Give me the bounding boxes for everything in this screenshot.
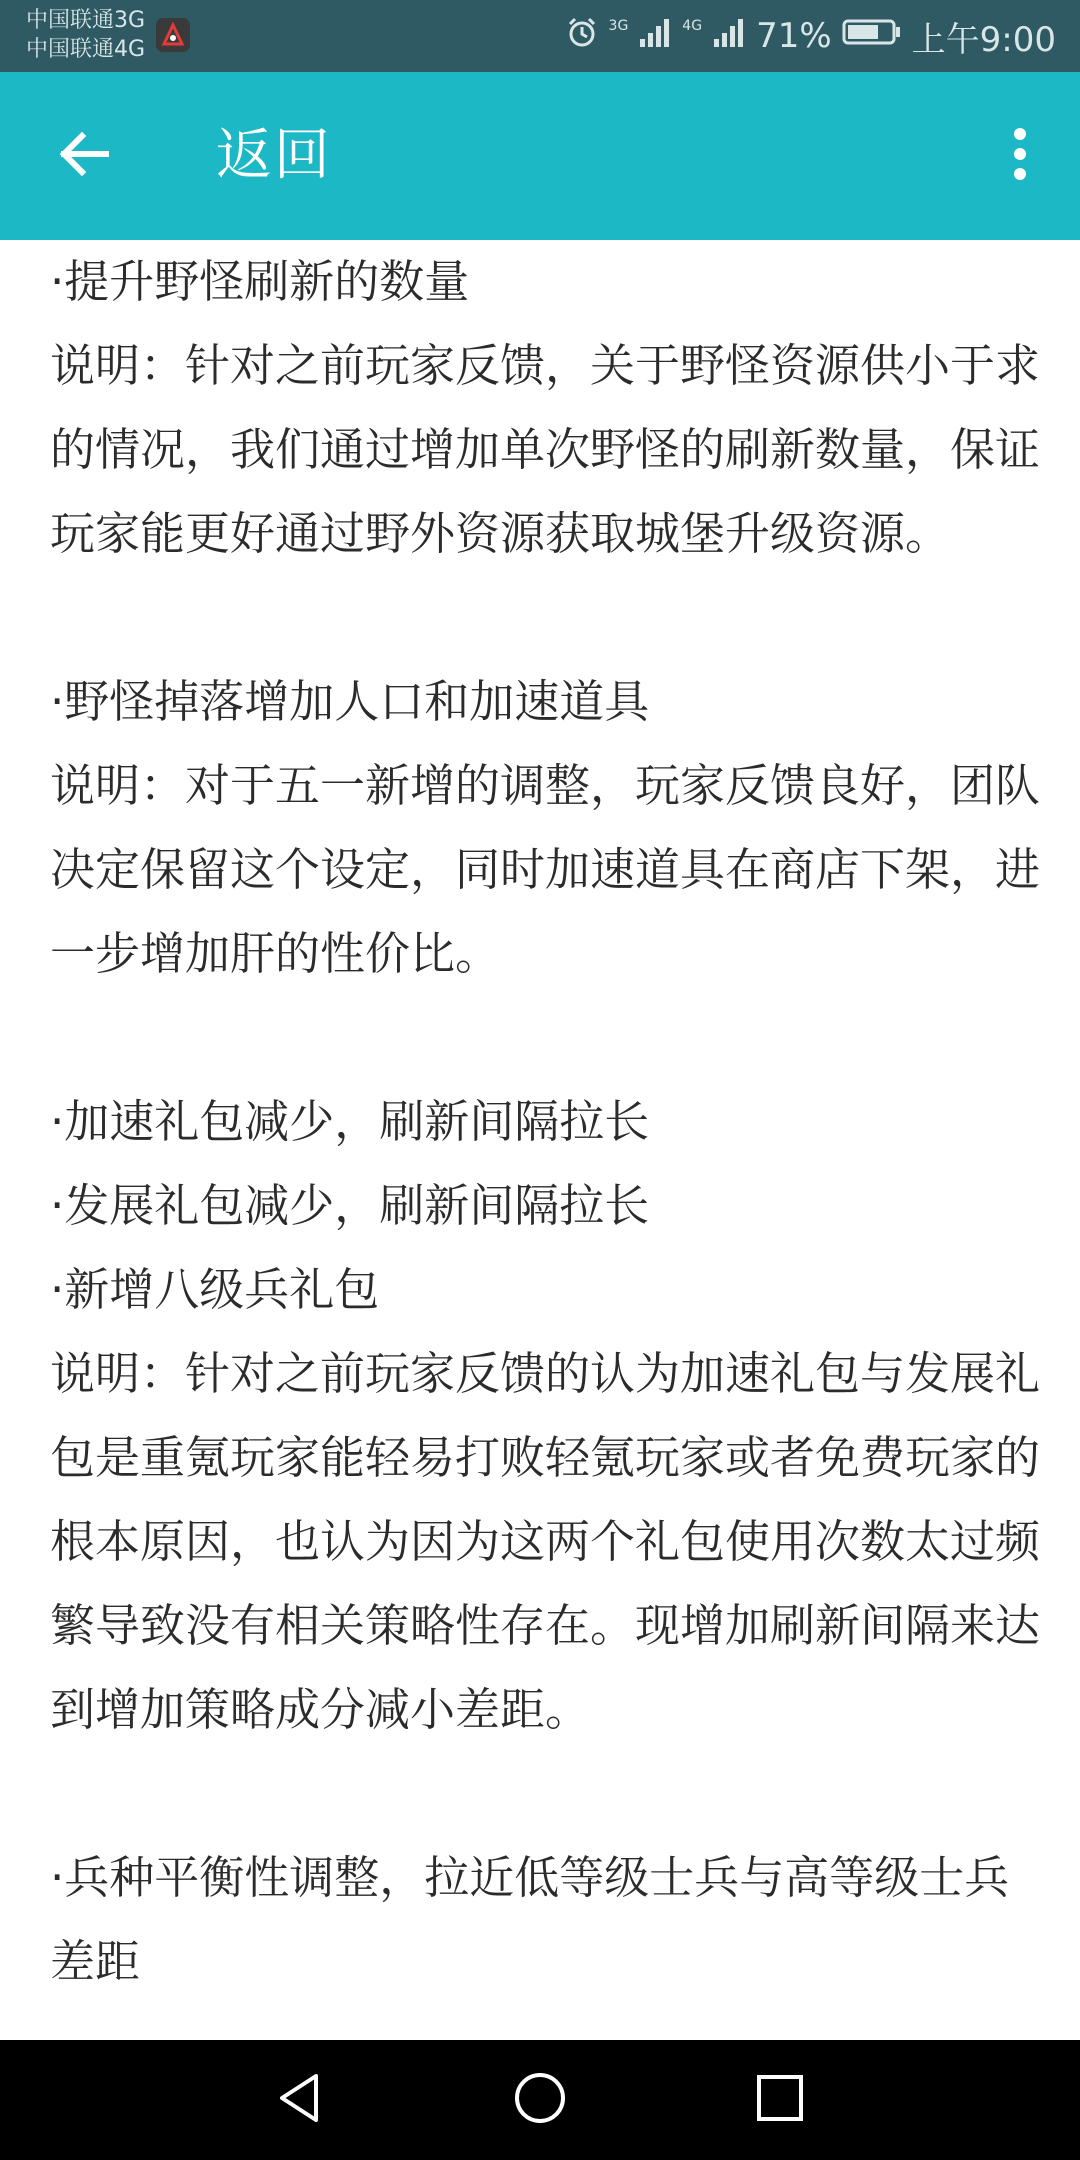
paragraph-spacer [50, 996, 1050, 1080]
paragraph-spacer [50, 1752, 1050, 1836]
status-indicators [565, 0, 1056, 72]
more-vertical-icon [1010, 126, 1030, 186]
paragraph-spacer [50, 576, 1050, 660]
carrier-1-label: 中国联通3G [26, 8, 146, 33]
battery-percent: 71% [756, 16, 832, 56]
page-title: 返回 [216, 123, 332, 188]
section-heading: ·新增八级兵礼包 [50, 1263, 380, 1316]
section-description: 说明：对于五一新增的调整，玩家反馈良好，团队决定保留这个设定，同时加速道具在商店下架，进一步增加肝的性价比。 [50, 759, 1041, 980]
nav-back-button[interactable] [260, 2060, 340, 2140]
section-description: 说明：针对之前玩家反馈，关于野怪资源供小于求的情况，我们通过增加单次野怪的刷新数量，保证玩家能更好通过野外资源获取城堡升级资源。 [50, 339, 1041, 560]
carrier-2-label: 中国联通4G [26, 37, 146, 62]
clock: 上午9:00 [911, 19, 1056, 60]
section-heading: ·发展礼包减少，刷新间隔拉长 [50, 1179, 650, 1232]
app-notification-icon [156, 18, 190, 52]
system-navigation-bar [0, 2040, 1080, 2160]
alarm-icon [565, 15, 599, 58]
network-3g-label: 3G [608, 18, 629, 34]
section-heading: ·加速礼包减少，刷新间隔拉长 [50, 1095, 650, 1148]
nav-recents-button[interactable] [740, 2060, 820, 2140]
section-heading: ·野怪掉落增加人口和加速道具 [50, 675, 650, 728]
back-button[interactable] [42, 114, 126, 198]
nav-home-button[interactable] [500, 2060, 580, 2140]
arrow-left-icon [56, 126, 112, 186]
triangle-back-icon [272, 2070, 328, 2130]
signal-4g-icon [712, 15, 746, 58]
battery-icon [842, 15, 902, 58]
square-recents-icon [752, 2070, 808, 2130]
overflow-menu-button[interactable] [990, 114, 1050, 198]
section-heading: ·提升野怪刷新的数量 [50, 255, 470, 308]
app-toolbar [0, 72, 1080, 240]
network-4g-label: 4G [682, 18, 703, 34]
carrier-info [26, 6, 145, 64]
section-heading: ·兵种平衡性调整，拉近低等级士兵与高等级士兵差距 [50, 1851, 1010, 1988]
article-content [50, 240, 1050, 2040]
status-bar [0, 0, 1080, 72]
section-description: 说明：针对之前玩家反馈的认为加速礼包与发展礼包是重氪玩家能轻易打败轻氪玩家或者免费玩家的根本原因，也认为因为这两个礼包使用次数太过频繁导致没有相关策略性存在。现增加刷新间隔来达到增加策略成分减小差距。 [50, 1347, 1041, 1736]
signal-3g-icon [638, 15, 672, 58]
circle-home-icon [512, 2070, 568, 2130]
